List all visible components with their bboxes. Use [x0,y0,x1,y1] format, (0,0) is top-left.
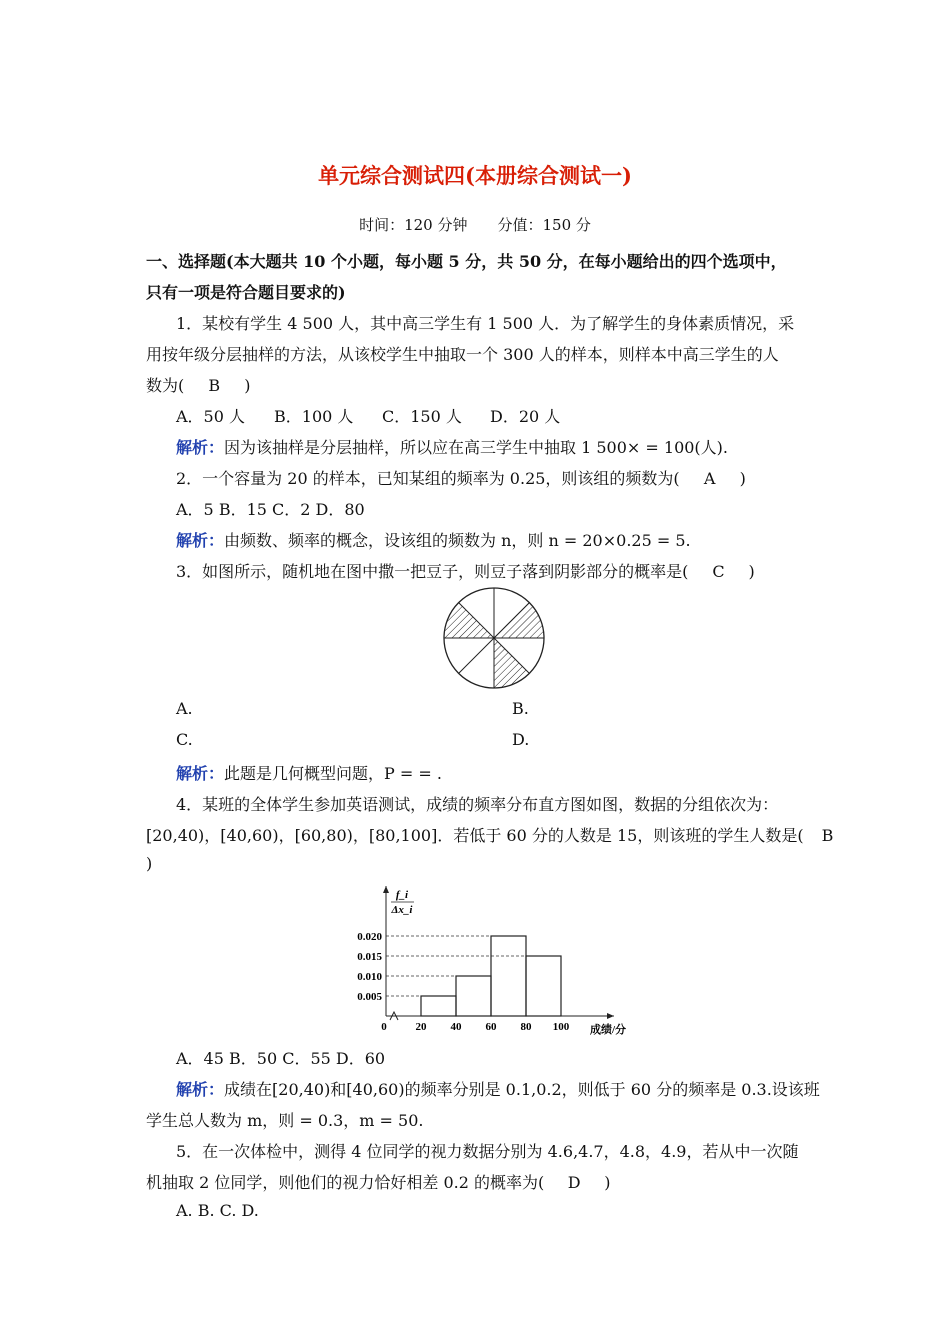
q3-option-c: C. [176,730,193,749]
q5-stem-prefix: 机抽取 2 位同学，则他们的视力恰好相差 0.2 的概率为( [146,1173,545,1192]
q4-analysis-label: 解析： [176,1080,225,1099]
page-title: 单元综合测试四(本册综合测试一) [318,163,632,188]
q1-line2: 用按年级分层抽样的方法，从该校学生中抽取一个 300 人的样本，则样本中高三学生的人 [146,345,779,364]
exam-meta: 时间：120 分钟 分值：150 分 [359,216,591,234]
q3-stem [176,559,755,582]
q4-line3: ) [146,854,153,873]
q3-option-a: A. [176,699,193,718]
q2-analysis [176,528,691,551]
q4-analysis-line2: 学生总人数为 m，则 = 0.3，m = 50. [146,1111,424,1130]
q2-options: A．5 B．15 C．2 D．80 [176,500,365,519]
q3-stem-prefix: 3．如图所示，随机地在图中撒一把豆子，则豆子落到阴影部分的概率是( [176,562,689,581]
histogram-bar [491,936,526,1016]
section-heading-line2: 只有一项是符合题目要求的) [146,283,346,302]
q1-line1: 1．某校有学生 4 500 人，其中高三学生有 1 500 人．为了解学生的身体素质情况，采 [176,314,795,333]
q2-analysis-text: 由频数、频率的概念，设该组的频数为 n，则 n = 20×0.25 = 5. [224,531,691,550]
y-tick-label: 0.010 [357,971,382,983]
q3-option-b: B. [512,699,529,718]
x-tick-label: 20 [415,1021,427,1033]
q2-analysis-label: 解析： [176,531,225,550]
q3-stem-suffix: ) [748,562,755,581]
q4-line1: 4．某班的全体学生参加英语测试，成绩的频率分布直方图如图，数据的分组依次为： [176,795,779,814]
q3-analysis [176,761,442,784]
histogram-bar [456,976,491,1016]
y-tick-label: 0.020 [357,931,382,943]
q2-stem-suffix: ) [739,469,746,488]
q4-stem-prefix: [20,40)，[40,60)，[60,80)，[80,100]．若低于 60 分的人数是 15，则该班的学生人数是( [146,826,804,845]
q5-line1: 5．在一次体检中，测得 4 位同学的视力数据分别为 4.6,4.7，4.8，4.9，若从中一次随 [176,1142,799,1161]
y-label-denominator: Δx_i [391,904,413,916]
q5-line2 [146,1170,610,1193]
q1-analysis [176,435,728,458]
q4-answer: B [821,826,834,845]
q3-option-d: D. [512,730,530,749]
q4-line2 [146,823,852,846]
y-axis-arrow [383,886,389,893]
q2-stem [176,466,746,489]
histogram-bar [526,956,561,1016]
section-heading-line1: 一、选择题(本大题共 10 个小题，每小题 5 分，共 50 分，在每小题给出的四个选项中， [146,252,787,271]
q1-option-b: B．100 人 [274,407,354,426]
q4-options: A．45 B．50 C．55 D．60 [176,1049,386,1068]
origin-label: 0 [381,1021,387,1033]
x-axis-arrow [607,1013,614,1019]
q3-analysis-label: 解析： [176,764,225,783]
x-tick-label: 40 [450,1021,462,1033]
q1-analysis-label: 解析： [176,438,225,457]
shaded-sector-upper-left [444,603,494,638]
q2-stem-prefix: 2．一个容量为 20 的样本，已知某组的频率为 0.25，则该组的频数为( [176,469,680,488]
x-tick-label: 80 [520,1021,532,1033]
q5-options: A. B. C. D. [176,1201,259,1220]
q1-options [176,404,560,427]
q1-stem-suffix: ) [244,376,251,395]
q4-analysis-text1: 成绩在[20,40)和[40,60)的频率分别是 0.1,0.2，则低于 60 分的频率是 0.3.设该班 [224,1080,820,1099]
q5-answer: D [567,1173,581,1192]
q5-stem-suffix: ) [604,1173,611,1192]
y-tick-label: 0.005 [357,991,382,1003]
y-label-numerator: f_i [395,889,409,901]
x-axis-label: 成绩/分 [589,1024,627,1036]
q3-answer: C [712,562,725,581]
x-tick-label: 60 [485,1021,497,1033]
q1-line3 [146,373,251,396]
q3-circle-figure [438,586,550,690]
q1-option-c: C．150 人 [382,407,462,426]
shaded-sector-upper-right [494,603,544,638]
histogram-bar [421,996,456,1016]
q4-histogram [340,880,640,1040]
q1-analysis-text: 因为该抽样是分层抽样，所以应在高三学生中抽取 1 500× = 100(人). [224,438,729,457]
q4-analysis [176,1077,820,1100]
q1-stem-prefix: 数为( [146,376,185,395]
y-tick-label: 0.015 [357,951,382,963]
q1-answer: B [208,376,221,395]
q1-option-a: A．50 人 [176,407,246,426]
q3-analysis-text: 此题是几何概型问题，P = = . [224,764,442,783]
shaded-sector-lower [494,638,529,688]
x-tick-label: 100 [552,1021,570,1033]
q1-option-d: D．20 人 [490,407,561,426]
q2-answer: A [703,469,716,488]
